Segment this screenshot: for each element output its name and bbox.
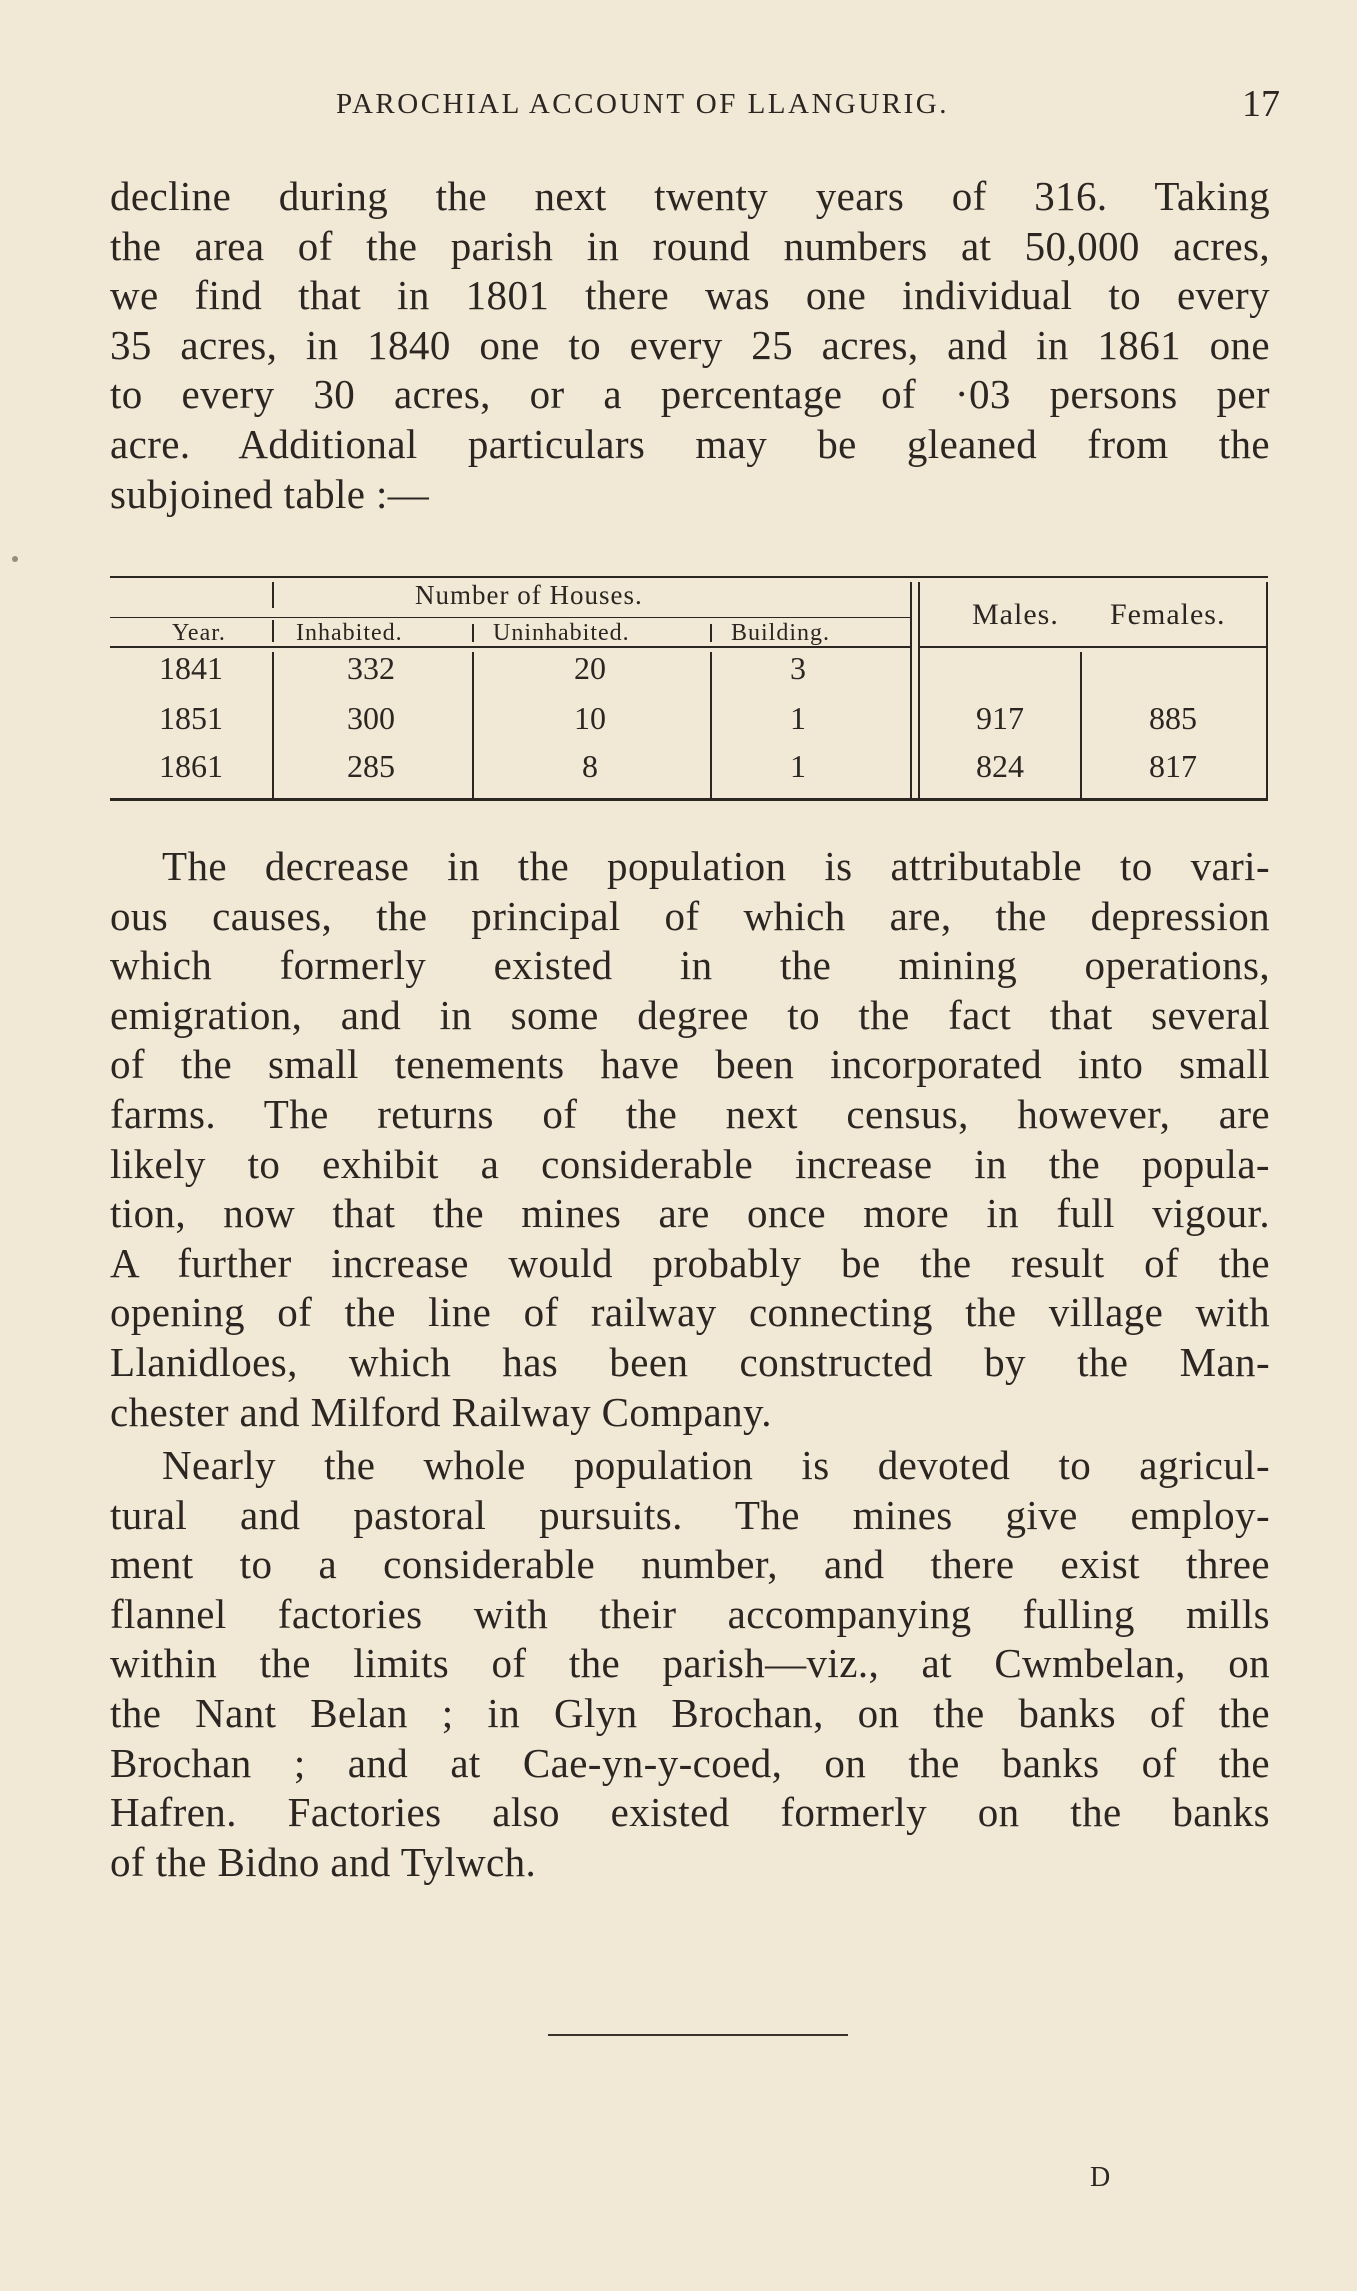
table-cell: 1: [790, 700, 806, 736]
table-cell: 285: [347, 748, 395, 784]
paragraph-3: [110, 1441, 1270, 1887]
table-cell: 20: [574, 650, 606, 686]
margin-speck: [12, 556, 18, 562]
text-line: Nearly the whole population is devoted to agricul-: [162, 1442, 1270, 1488]
col-year: Year.: [172, 620, 226, 646]
text-line: the Nant Belan ; in Glyn Brochan, on the banks of the: [110, 1689, 1270, 1736]
text-line: Brochan ; and at Cae-yn-y-coed, on the banks of the: [110, 1739, 1270, 1786]
text-line: 35 acres, in 1840 one to every 25 acres, and in 1861 one: [110, 321, 1270, 368]
text-line: which formerly existed in the mining operations,: [110, 942, 1270, 989]
text-line: likely to exhibit a considerable increase in the popula-: [110, 1140, 1270, 1187]
running-head: [110, 83, 1280, 128]
table-cell: 1851: [159, 700, 223, 736]
table-cell: 332: [347, 650, 395, 686]
col-inhabited: Inhabited.: [296, 620, 403, 646]
footer-rule: [548, 2034, 848, 2036]
table-cell: 300: [347, 700, 395, 736]
text-line: tion, now that the mines are once more in full vigour.: [110, 1190, 1270, 1237]
text-line: opening of the line of railway connecting the village with: [110, 1289, 1270, 1336]
col-uninhabited: Uninhabited.: [493, 620, 630, 646]
text-line: of the small tenements have been incorporated into small: [110, 1041, 1270, 1088]
text-line: farms. The returns of the next census, however, are: [110, 1090, 1270, 1137]
text-line: decline during the next twenty years of 316. Taking: [110, 173, 1270, 219]
text-line: tural and pastoral pursuits. The mines give employ-: [110, 1491, 1270, 1538]
text-line: acre. Additional particulars may be gleaned from the: [110, 420, 1270, 467]
text-line: of the Bidno and Tylwch.: [110, 1838, 537, 1885]
table-cell: 10: [574, 700, 606, 736]
signature-mark: D: [1090, 2162, 1111, 2193]
text-line: A further increase would probably be the result of the: [110, 1239, 1270, 1286]
table-cell: 1841: [159, 650, 223, 686]
table-cell: 1861: [159, 748, 223, 784]
paragraph-2: [110, 842, 1270, 1437]
running-title: PAROCHIAL ACCOUNT OF LLANGURIG.: [336, 88, 949, 120]
table-cell: 824: [976, 748, 1024, 784]
paragraph-1: [110, 172, 1270, 519]
houses-group-header: Number of Houses.: [415, 580, 643, 610]
text-line: chester and Milford Railway Company.: [110, 1388, 772, 1435]
col-females: Females.: [1110, 598, 1226, 631]
text-line: Llanidloes, which has been constructed by the Man-: [110, 1338, 1270, 1385]
text-line: ment to a considerable number, and there exist three: [110, 1541, 1270, 1588]
table-cell: 3: [790, 650, 806, 686]
text-line: to every 30 acres, or a percentage of ·03 persons per: [110, 371, 1270, 418]
text-line: the area of the parish in round numbers at 50,000 acres,: [110, 222, 1270, 269]
text-line: flannel factories with their accompanying fulling mills: [110, 1590, 1270, 1637]
text-line: Hafren. Factories also existed formerly on the banks: [110, 1789, 1270, 1836]
table-cell: 885: [1149, 700, 1197, 736]
text-line: within the limits of the parish—viz., at Cwmbelan, on: [110, 1640, 1270, 1687]
text-line: The decrease in the population is attributable to vari-: [162, 843, 1270, 889]
col-building: Building.: [731, 620, 831, 646]
table-cell: 817: [1149, 748, 1197, 784]
table-cell: 1: [790, 748, 806, 784]
census-table: [110, 576, 1268, 802]
text-line: subjoined table :—: [110, 470, 430, 517]
text-line: ous causes, the principal of which are, the depression: [110, 892, 1270, 939]
text-line: we find that in 1801 there was one individual to every: [110, 272, 1270, 319]
table-cell: 8: [582, 748, 598, 784]
page-number: 17: [1242, 83, 1280, 125]
text-line: emigration, and in some degree to the fact that several: [110, 991, 1270, 1038]
table-cell: 917: [976, 700, 1024, 736]
col-males: Males.: [972, 598, 1059, 631]
